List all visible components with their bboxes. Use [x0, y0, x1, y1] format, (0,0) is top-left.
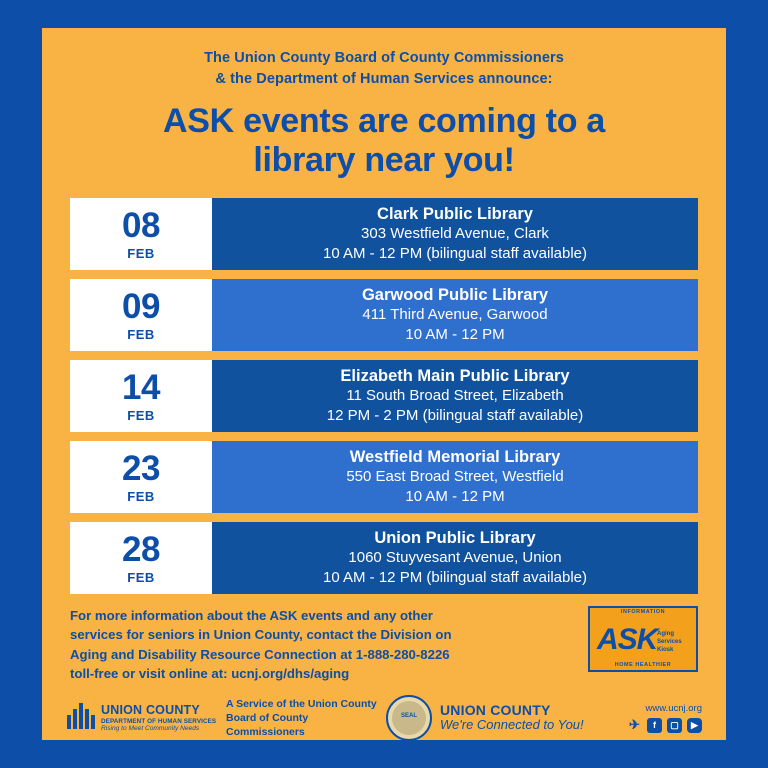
ask-sub-line-3: Kiosk	[657, 647, 674, 654]
event-day: 28	[122, 529, 160, 569]
instagram-icon[interactable]: ▢	[667, 718, 682, 733]
event-date	[70, 441, 212, 513]
event-venue: Garwood Public Library	[361, 285, 549, 304]
event-date	[70, 198, 212, 270]
contact-line-1: For more information about the ASK events and any other	[70, 608, 433, 624]
contact-line-3: Aging and Disability Resource Connection at 1-888-280-8226	[70, 646, 450, 662]
ask-wordmark: ASK	[597, 623, 658, 657]
sunburst-icon	[66, 701, 96, 735]
county-seal-icon	[386, 695, 432, 741]
dhs-logo-line-2: DEPARTMENT OF HUMAN SERVICES	[101, 717, 217, 725]
event-day: 09	[122, 286, 160, 326]
service-text	[218, 697, 386, 740]
ask-sub-line-1: Aging	[657, 631, 674, 638]
event-month: FEB	[127, 326, 155, 342]
service-line-2: Board of County Commissioners	[226, 711, 309, 738]
poster	[42, 28, 726, 740]
event-info	[212, 441, 698, 513]
event-info	[212, 198, 698, 270]
page-title	[42, 90, 726, 180]
ask-arc-bottom-text: HOME HEALTHIER	[614, 662, 672, 669]
event-venue: Clark Public Library	[377, 204, 533, 223]
contact-text	[70, 606, 588, 683]
event-time: 10 AM - 12 PM	[405, 488, 505, 506]
event-address: 11 South Broad Street, Elizabeth	[346, 387, 564, 405]
event-month: FEB	[127, 407, 155, 423]
event-row	[70, 198, 698, 270]
facebook-icon[interactable]: f	[647, 718, 662, 733]
contact-line-4: toll-free or visit online at: ucnj.org/dhs/aging	[70, 665, 350, 681]
seal-label: SEAL	[400, 712, 417, 719]
social-section	[627, 703, 702, 733]
headline-line-2: library near you!	[253, 141, 515, 180]
ask-subtext	[657, 630, 691, 654]
headline-line-1: ASK events are coming to a	[163, 102, 605, 141]
event-month: FEB	[127, 488, 155, 504]
contact-line-2: services for seniors in Union County, contact the Division on	[70, 627, 452, 643]
event-info	[212, 279, 698, 351]
service-line-1: A Service of the Union County	[226, 697, 377, 710]
event-row	[70, 279, 698, 351]
event-month: FEB	[127, 569, 155, 585]
event-month: FEB	[127, 245, 155, 261]
event-info	[212, 360, 698, 432]
website-url[interactable]: www.ucnj.org	[645, 702, 702, 714]
event-time: 12 PM - 2 PM (bilingual staff available)	[326, 407, 584, 425]
event-row	[70, 522, 698, 594]
dhs-logo	[66, 701, 218, 735]
event-address: 550 East Broad Street, Westfield	[346, 468, 564, 486]
event-day: 14	[122, 367, 160, 407]
twitter-icon[interactable]: ✈	[629, 717, 640, 733]
county-slogan: We're Connected to You!	[440, 717, 584, 733]
event-info	[212, 522, 698, 594]
event-venue: Westfield Memorial Library	[349, 447, 561, 466]
event-venue: Union Public Library	[374, 528, 536, 547]
announcement-line-2: & the Department of Human Services announce:	[215, 71, 553, 88]
youtube-icon[interactable]: ▶	[687, 718, 702, 733]
event-time: 10 AM - 12 PM (bilingual staff available)	[322, 569, 588, 587]
event-row	[70, 441, 698, 513]
dhs-logo-line-1: UNION COUNTY	[101, 702, 200, 717]
event-address: 1060 Stuyvesant Avenue, Union	[348, 549, 562, 567]
event-venue: Elizabeth Main Public Library	[340, 366, 570, 385]
announcement-line-1: The Union County Board of County Commissioners	[204, 50, 564, 66]
event-date	[70, 360, 212, 432]
event-day: 23	[122, 448, 160, 488]
ask-sub-line-2: Services	[657, 639, 682, 646]
county-name: UNION COUNTY	[440, 702, 551, 719]
event-day: 08	[122, 205, 160, 245]
event-time: 10 AM - 12 PM	[405, 326, 505, 344]
event-date	[70, 522, 212, 594]
ask-logo	[588, 606, 698, 672]
event-address: 303 Westfield Avenue, Clark	[361, 225, 549, 243]
contact-section	[70, 606, 698, 683]
footer	[66, 695, 702, 741]
event-row	[70, 360, 698, 432]
dhs-logo-text	[101, 703, 216, 733]
ask-arc-top-text: INFORMATION	[620, 609, 666, 616]
event-date	[70, 279, 212, 351]
announcement-text	[42, 28, 726, 90]
dhs-logo-line-3: Rising to Meet Community Needs	[101, 724, 200, 732]
event-address: 411 Third Avenue, Garwood	[362, 306, 548, 324]
event-list	[70, 198, 698, 594]
event-time: 10 AM - 12 PM (bilingual staff available)	[322, 245, 588, 263]
county-tagline	[440, 702, 627, 733]
social-icons	[627, 718, 702, 733]
